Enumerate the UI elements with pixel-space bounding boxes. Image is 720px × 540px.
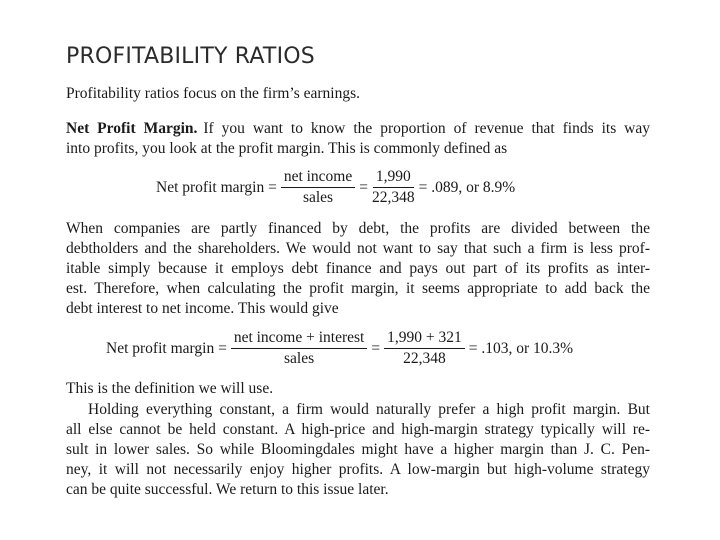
strategy-paragraph	[66, 400, 650, 500]
paragraph-line: debtholders and the shareholders. We would not want to say that such a firm is less prof-	[66, 240, 650, 257]
denominator: 22,348	[403, 350, 446, 367]
denominator: 22,348	[372, 189, 415, 206]
numerator: 1,990	[373, 168, 414, 188]
paragraph-line: ney, it will not necessarily enjoy higher profits. A low-margin but high-volume strategy	[66, 461, 650, 478]
paragraph-line: all else cannot be held constant. A high-price and high-margin strategy typically will re-	[66, 421, 650, 438]
denominator: sales	[284, 350, 315, 367]
fraction-net-income-over-sales	[281, 168, 355, 207]
section-heading: Net Profit Margin.	[66, 120, 198, 137]
intro-text: Profitability ratios focus on the firm’s earnings.	[66, 85, 361, 102]
paragraph-line: Holding everything constant, a firm would naturally prefer a high profit margin. But	[88, 401, 650, 418]
paragraph-line: into profits, you look at the profit margin. This is commonly defined as	[66, 140, 508, 157]
equation-lhs: Net profit margin =	[156, 178, 277, 196]
equation-net-profit-margin	[156, 168, 515, 207]
paragraph-line: itable simply because it employs debt finance and pays out part of its profits as inter-	[66, 260, 650, 277]
numerator: net income + interest	[231, 329, 368, 349]
paragraph-line: debt interest to net income. This would give	[66, 300, 339, 317]
paragraph-line: est. Therefore, when calculating the profit margin, it seems appropriate to add back the	[66, 280, 650, 297]
debt-finance-paragraph	[66, 219, 650, 319]
equation-net-profit-margin-with-interest	[106, 329, 573, 368]
definition-text: This is the definition we will use.	[66, 380, 274, 397]
fraction-income-plus-interest-over-sales	[231, 329, 368, 368]
paragraph-line: can be quite successful. We return to this issue later.	[66, 481, 389, 498]
net-profit-margin-paragraph	[66, 119, 650, 159]
paragraph-line: sult in lower sales. So while Bloomingdales might have a higher margin than J. C. Pen-	[66, 441, 650, 458]
fraction-values	[384, 329, 465, 368]
equals-sign: =	[359, 178, 368, 196]
numerator: 1,990 + 321	[384, 329, 465, 349]
equals-sign: =	[371, 339, 381, 357]
paragraph-line: If you want to know the proportion of revenue that finds its way	[203, 120, 650, 137]
fraction-values	[372, 168, 415, 207]
page-title: PROFITABILITY RATIOS	[66, 44, 315, 69]
equation-result: = .089, or 8.9%	[418, 178, 516, 196]
equation-result: = .103, or 10.3%	[468, 339, 574, 357]
paragraph-line: When companies are partly financed by debt, the profits are divided between the	[66, 220, 650, 237]
numerator: net income	[281, 168, 355, 188]
equation-lhs: Net profit margin =	[106, 339, 227, 357]
denominator: sales	[302, 189, 334, 206]
